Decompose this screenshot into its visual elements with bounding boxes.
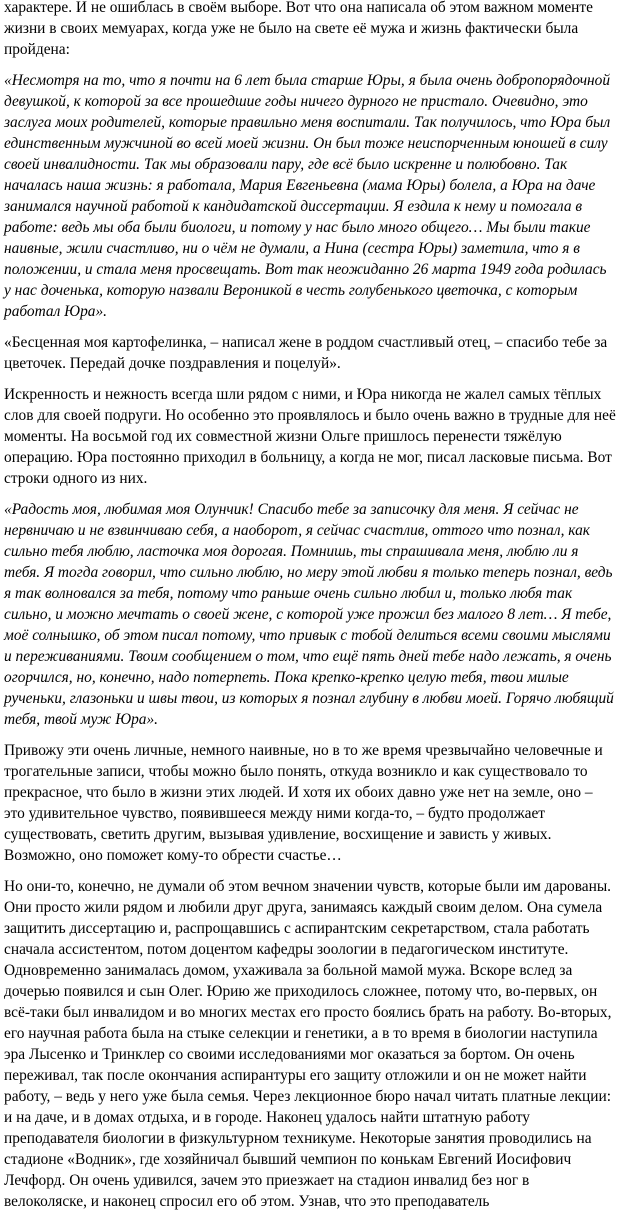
paragraph-intro: характере. И не ошиблась в своём выборе. Вот что она написала об этом важном моменте жизни в своих мемуарах, когда уже не было на свете её мужа и жизнь фактически была пройдена: xyxy=(4,0,593,58)
paragraph-note-from-father: «Бесценная моя картофелинка, – написал жене в роддом счастливый отец, – спасибо тебе за цветочек. Передай дочке поздравления и поцелуй». xyxy=(4,334,608,372)
paragraph-reflection: Привожу эти очень личные, немного наивные, но в то же время чрезвычайно человечные и трогательные записи, чтобы можно было понять, откуда возникло и как существовало то прекрасное, что было в жизни этих людей. И хотя их обоих давно уже нет на земле, оно – это удивительное чувство, появившееся между ними когда-то, – будто продолжает существовать, светить другим, вызывая удивление, восхищение и зависть у живых. Возможно, оно поможет кому-то обрести счастье… xyxy=(4,742,603,864)
paragraph-tenderness: Искренность и нежность всегда шли рядом с ними, и Юра никогда не жалел самых тёплых слов для своей подруги. Но особенно это проявлялось и было очень важно в трудные для неё моменты. На восьмой год их совместной жизни Ольге пришлось перенести тяжёлую операцию. Юра постоянно приходил в больницу, а когда не мог, писал ласковые письма. Вот строки одного из них. xyxy=(4,386,616,487)
quote-letter: «Радость моя, любимая моя Олунчик! Спасибо тебе за записочку для меня. Я сейчас не нервничаю и не взвинчиваю себя, а наоборот, я сейчас счастлив, оттого что познал, как сильно тебя люблю, ласточка моя дорогая. Помнишь, ты спрашивала меня, люблю ли я тебя. Я тогда говорил, что сильно люблю, но меру этой любви я только теперь познал, ведь я так волновался за тебя, потому что раньше очень сильно любил и, только любя так сильно, и можно мечтать о своей жене, с которой уже прожил без малого 8 лет… Я тебе, моё солнышко, об этом писал потому, что привык с тобой делиться всеми своими мыслями и переживаниями. Твоим сообщением о том, что ещё пять дней тебе надо лежать, я очень огорчился, но, конечно, надо потерпеть. Пока крепко-крепко целую тебя, твои милые рученьки, глазоньки и швы твои, из которых я познал глубину в любви моей. Горячо любящий тебя, твой муж Юра». xyxy=(4,501,614,728)
quote-memoir: «Несмотря на то, что я почти на 6 лет была старше Юры, я была очень добропорядочной девушкой, к которой за все прошедшие годы ничего дурного не пристало. Очевидно, это заслуга моих родителей, которые правильно меня воспитали. Так получилось, что Юра был единственным мужчиной во всей моей жизни. Он был тоже неиспорченным юношей в силу своей инвалидности. Так мы образовали пару, где всё было искренне и полюбовно. Так началась наша жизнь: я работала, Мария Евгеньевна (мама Юры) болела, а Юра на даче занимался научной работой к кандидатской диссертации. Я ездила к нему и помогала в работе: ведь мы оба были биологи, и потому у нас было много общего… Мы были такие наивные, жили счастливо, ни о чём не думали, а Нина (сестра Юры) заметила, что я в положении, и стала меня просвещать. Вот так неожиданно 26 марта 1949 года родилась у нас доченька, которую назвали Вероникой в честь голубенького цветочка, с которым работал Юра». xyxy=(4,72,611,320)
paragraph-career: Но они-то, конечно, не думали об этом вечном значении чувств, которые были им дарованы. Они просто жили рядом и любили друг друга, занимаясь каждый своим делом. Она сумела защитить диссертацию и, распрощавшись с аспирантским секретарством, стала работать сначала ассистентом, потом доцентом кафедры зоологии в педагогическом институте. Одновременно занималась домом, ухаживала за больной мамой мужа. Вскоре вслед за дочерью появился и сын Олег. Юрию же приходилось сложнее, потому что, во-первых, он всё-таки был инвалидом и во многих местах его просто боялись брать на работу. Во-вторых, его научная работа была на стыке селекции и генетики, а в то время в биологии наступила эра Лысенко и Тринклер со своими исследованиями мог оказаться за бортом. Он очень переживал, так после окончания аспирантуры его защиту отложили и он не может найти работу, – ведь у него уже была семья. Через лекционное бюро начал читать платные лекции: и на даче, и в домах отдыха, и в городе. Наконец удалось найти штатную работу преподавателя биологии в физкультурном техникуме. Некоторые занятия проводились на стадионе «Водник», где хозяйничал бывший чемпион по конькам Евгений Иосифович Лечфорд. Он очень удивился, зачем это приезжает на стадион инвалид без ног в велоколяске, и наконец спросил его об этом. Узнав, что это преподаватель xyxy=(4,878,612,1210)
